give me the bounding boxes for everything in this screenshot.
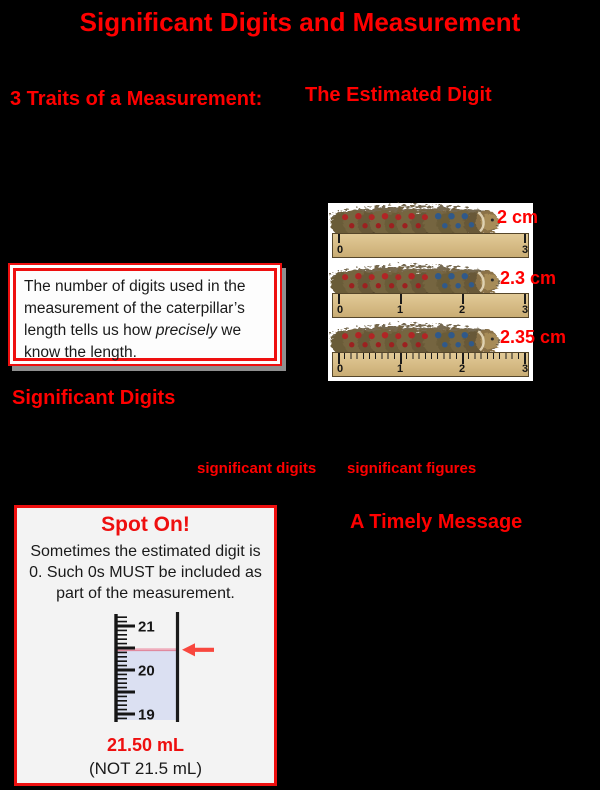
ruler-coarse [332, 233, 529, 258]
pointer-arrow-head [182, 643, 195, 656]
ruler-tick [524, 234, 526, 243]
ruler-number: 2 [458, 304, 466, 316]
ruler-number: 0 [336, 244, 344, 256]
heading-significant-digits: Significant Digits [12, 387, 176, 409]
ruler-tick [462, 294, 464, 304]
term-significant-figures: significant figures [347, 460, 477, 477]
precision-note-box [8, 263, 282, 366]
caterpillar-panel [328, 203, 533, 381]
ruler-number: 1 [396, 363, 404, 375]
ruler-tick [338, 234, 340, 243]
term-significant-digits: significant digits [197, 460, 317, 477]
reading-note: (NOT 21.5 mL) [88, 759, 203, 778]
ruler-centimeter [332, 293, 529, 318]
heading-estimated-digit: The Estimated Digit [305, 84, 492, 106]
ruler-tick [524, 294, 526, 304]
note-text-after: we know the length. [24, 322, 242, 361]
ruler-number: 2 [458, 363, 466, 375]
ruler-number: 1 [396, 304, 404, 316]
ruler-number: 0 [336, 363, 344, 375]
spot-on-body: Sometimes the estimated digit is 0. Such 0s MUST be included as part of the measurement. [29, 543, 262, 602]
measurement-label-2cm: 2 cm [497, 207, 539, 227]
scale-label-21: 21 [138, 618, 155, 636]
scale-label-20: 20 [138, 662, 155, 680]
note-text-before: The number of digits used in the measurement of the caterpillar’s length tells us how [24, 278, 246, 339]
heading-traits: 3 Traits of a Measurement: [10, 88, 263, 110]
spot-on-title: Spot On! [101, 513, 190, 536]
ruler-minor-ticks [338, 353, 526, 359]
heading-timely-message: A Timely Message [350, 511, 523, 533]
scale-label-19: 19 [138, 706, 155, 724]
measurement-label-2-35cm: 2.35 cm [500, 327, 567, 347]
precision-note-text [13, 268, 277, 361]
reading-value: 21.50 mL [106, 735, 185, 755]
ruler-millimeter [332, 352, 529, 377]
ruler-tick [400, 294, 402, 304]
measurement-label-2-3cm: 2.3 cm [500, 268, 557, 288]
ruler-number: 3 [521, 363, 529, 375]
graduated-cylinder-figure [83, 608, 218, 730]
ruler-tick [338, 294, 340, 304]
note-italic-word: precisely [155, 322, 217, 339]
ruler-number: 3 [521, 304, 529, 316]
ruler-number: 3 [521, 244, 529, 256]
spot-on-box [14, 505, 277, 786]
page-title: Significant Digits and Measurement [79, 7, 521, 37]
ruler-number: 0 [336, 304, 344, 316]
